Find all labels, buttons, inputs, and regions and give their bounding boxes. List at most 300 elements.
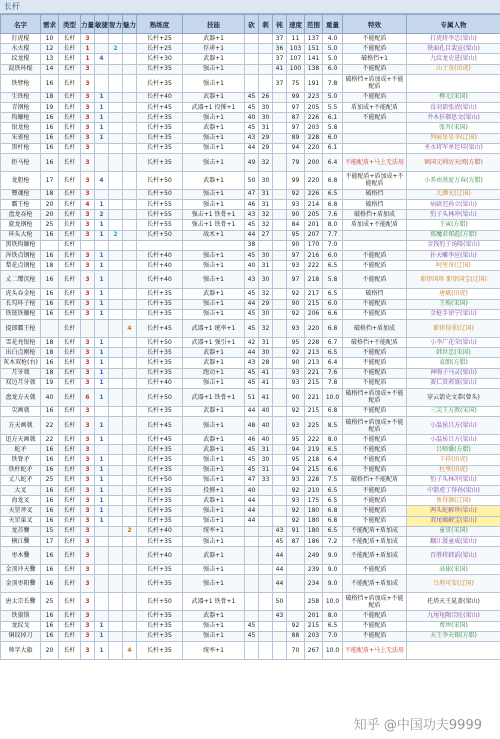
- row-agility: 1: [95, 368, 109, 378]
- row-name: 纹龙棍: [1, 54, 41, 64]
- row-power: 3: [81, 516, 95, 526]
- row-req: 16: [41, 251, 59, 261]
- row-agility: 1: [95, 378, 109, 388]
- row-effect: 不能配盾: [343, 486, 407, 496]
- row-weight: 8.5: [323, 417, 343, 435]
- row-cut: 45: [245, 368, 259, 378]
- row-skill: 强击+1 铁骨+1: [183, 220, 245, 230]
- row-cut: 45: [245, 631, 259, 641]
- row-blunt: [273, 102, 287, 112]
- row-power: 3: [81, 565, 95, 575]
- row-proficiency: 长杆+50: [137, 593, 183, 611]
- row-range: 137: [305, 34, 323, 44]
- row-name: 天罡斧叉: [1, 506, 41, 516]
- row-exclusive: 九尾龟陶宗旺(梁山): [407, 611, 500, 621]
- row-thrust: [259, 506, 273, 516]
- row-speed: 95: [287, 455, 305, 465]
- row-cut: 45: [245, 455, 259, 465]
- row-charm: [123, 299, 137, 309]
- row-exclusive: 镇国元帅厉天闰(方腊): [407, 153, 500, 171]
- row-cut: 45: [245, 251, 259, 261]
- row-proficiency: 长杆+35: [137, 309, 183, 319]
- row-weight: 6.0: [323, 251, 343, 261]
- row-req: 16: [41, 123, 59, 133]
- table-row: [1, 271, 500, 289]
- row-req: 18: [41, 348, 59, 358]
- row-range: 228: [305, 337, 323, 347]
- row-type: 长杆: [59, 44, 81, 54]
- row-agility: 1: [95, 358, 109, 368]
- row-name: 青钢枪: [1, 102, 41, 112]
- row-power: 3: [81, 378, 95, 388]
- row-cut: 44: [245, 506, 259, 516]
- row-skill: 俘虏+1: [183, 44, 245, 54]
- row-cut: [245, 44, 259, 54]
- row-charm: [123, 289, 137, 299]
- row-blunt: 43: [273, 526, 287, 536]
- row-intel: [109, 455, 123, 465]
- row-charm: 2: [123, 526, 137, 536]
- row-type: 长杆: [59, 496, 81, 506]
- row-charm: [123, 143, 137, 153]
- row-weight: 10.0: [323, 641, 343, 659]
- row-cut: 38: [245, 240, 259, 250]
- row-req: 22: [41, 417, 59, 435]
- row-type: 长杆: [59, 486, 81, 496]
- table-body: [1, 34, 500, 660]
- row-range: 191: [305, 74, 323, 92]
- row-blunt: [273, 210, 287, 220]
- row-speed: 93: [287, 378, 305, 388]
- row-blunt: [273, 123, 287, 133]
- row-agility: 1: [95, 621, 109, 631]
- row-exclusive: 打虎将李忠(梁山): [407, 34, 500, 44]
- row-type: 长杆: [59, 240, 81, 250]
- row-req: 16: [41, 547, 59, 565]
- row-type: 长杆: [59, 465, 81, 475]
- row-name: 龙纹戈: [1, 621, 41, 631]
- row-power: 3: [81, 34, 95, 44]
- row-cut: 45: [245, 319, 259, 337]
- row-charm: [123, 358, 137, 368]
- row-blunt: [273, 220, 287, 230]
- row-req: 16: [41, 575, 59, 593]
- row-weight: 8.0: [323, 435, 343, 445]
- row-effect: 不能配盾: [343, 435, 407, 445]
- row-req: 16: [41, 74, 59, 92]
- row-intel: [109, 465, 123, 475]
- row-speed: 100: [287, 64, 305, 74]
- row-range: 226: [305, 113, 323, 123]
- row-power: 3: [81, 210, 95, 220]
- row-type: 长杆: [59, 220, 81, 230]
- row-power: 3: [81, 102, 95, 112]
- row-name: 雪花亮银枪: [1, 337, 41, 347]
- row-weight: 9.0: [323, 547, 343, 565]
- row-cut: 42: [245, 337, 259, 347]
- row-agility: 1: [95, 337, 109, 347]
- row-agility: 1: [95, 251, 109, 261]
- row-charm: [123, 54, 137, 64]
- row-blunt: [273, 92, 287, 102]
- row-agility: 1: [95, 388, 109, 406]
- row-req: 16: [41, 506, 59, 516]
- row-intel: [109, 337, 123, 347]
- row-speed: 88: [287, 631, 305, 641]
- row-name: 月牙戟: [1, 368, 41, 378]
- row-intel: [109, 406, 123, 416]
- row-power: [81, 319, 95, 337]
- row-blunt: [273, 486, 287, 496]
- row-weight: 5.5: [323, 102, 343, 112]
- row-cut: 45: [245, 289, 259, 299]
- row-req: 20: [41, 200, 59, 210]
- row-thrust: [259, 621, 273, 631]
- row-power: 3: [81, 547, 95, 565]
- row-range: 205: [305, 102, 323, 112]
- row-exclusive: 小李广花荣(梁山): [407, 337, 500, 347]
- row-proficiency: 长杆+35: [137, 406, 183, 416]
- row-agility: [95, 319, 109, 337]
- row-agility: 1: [95, 486, 109, 496]
- row-exclusive: 小养由基庞万春(方腊): [407, 171, 500, 189]
- row-power: 3: [81, 123, 95, 133]
- row-power: 3: [81, 445, 95, 455]
- row-skill: 强击+1: [183, 143, 245, 153]
- row-cut: 45: [245, 92, 259, 102]
- row-effect: 不能配盾+马上无法用: [343, 641, 407, 659]
- row-range: 223: [305, 92, 323, 102]
- row-intel: 2: [109, 230, 123, 240]
- row-range: 222: [305, 435, 323, 445]
- row-weight: 9.0: [323, 565, 343, 575]
- row-power: 3: [81, 455, 95, 465]
- table-row: [1, 465, 500, 475]
- row-agility: 1: [95, 641, 109, 659]
- row-name: 梨花点钢枪: [1, 261, 41, 271]
- row-skill: 统率+1: [183, 526, 245, 536]
- row-speed: 93: [287, 368, 305, 378]
- row-blunt: [273, 516, 287, 526]
- row-agility: 1: [95, 435, 109, 445]
- row-weight: 7.6: [323, 368, 343, 378]
- row-exclusive: 乌利可安(辽国): [407, 575, 500, 593]
- row-exclusive: 铁面孔目裴宣(梁山): [407, 44, 500, 54]
- row-weight: 9.0: [323, 575, 343, 593]
- row-skill: 强击+1: [183, 417, 245, 435]
- row-skill: 武器+1 铁骨+1: [183, 593, 245, 611]
- row-req: 19: [41, 102, 59, 112]
- row-weight: 6.0: [323, 133, 343, 143]
- row-proficiency: 长杆+35: [137, 74, 183, 92]
- row-agility: 4: [95, 171, 109, 189]
- row-intel: [109, 526, 123, 536]
- row-weight: 6.4: [323, 455, 343, 465]
- row-speed: 91: [287, 526, 305, 536]
- row-charm: [123, 64, 137, 74]
- row-exclusive: 圣水将军单廷珪(梁山): [407, 143, 500, 153]
- row-power: 1: [81, 44, 95, 54]
- row-speed: 97: [287, 102, 305, 112]
- row-type: 长杆: [59, 455, 81, 465]
- row-range: 151: [305, 44, 323, 54]
- row-effect: 不能配盾: [343, 34, 407, 44]
- row-type: 长杆: [59, 251, 81, 261]
- row-charm: [123, 133, 137, 143]
- row-charm: [123, 611, 137, 621]
- row-type: 长杆: [59, 445, 81, 455]
- row-req: [41, 240, 59, 250]
- table-row: [1, 289, 500, 299]
- row-exclusive: 袁朗(方腊): [407, 358, 500, 368]
- row-proficiency: 长杆+35: [137, 143, 183, 153]
- row-req: 16: [41, 143, 59, 153]
- row-intel: [109, 289, 123, 299]
- row-blunt: [273, 378, 287, 388]
- row-charm: [123, 547, 137, 565]
- row-type: 长杆: [59, 133, 81, 143]
- row-type: 长杆: [59, 547, 81, 565]
- row-intel: [109, 631, 123, 641]
- row-req: 10: [41, 34, 59, 44]
- row-skill: 强击+1: [183, 200, 245, 210]
- row-speed: 97: [287, 271, 305, 289]
- row-thrust: 41: [259, 368, 273, 378]
- row-type: 长杆: [59, 189, 81, 199]
- row-charm: [123, 337, 137, 347]
- row-blunt: [273, 189, 287, 199]
- col-type: 类型: [59, 15, 81, 34]
- row-charm: [123, 251, 137, 261]
- row-charm: [123, 240, 137, 250]
- col-thrust: 刺: [259, 15, 273, 34]
- row-skill: 强击+1: [183, 506, 245, 516]
- row-agility: 1: [95, 123, 109, 133]
- row-speed: 93: [287, 417, 305, 435]
- row-thrust: 40: [259, 417, 273, 435]
- row-range: 201: [305, 611, 323, 621]
- row-cut: 43: [245, 271, 259, 289]
- row-effect: 破格挡+盾加成: [343, 210, 407, 220]
- table-row: [1, 406, 500, 416]
- row-range: 267: [305, 641, 323, 659]
- row-weight: 7.0: [323, 631, 343, 641]
- row-thrust: 30: [259, 113, 273, 123]
- row-speed: 107: [287, 54, 305, 64]
- row-proficiency: 长杆+55: [137, 210, 183, 220]
- row-intel: [109, 102, 123, 112]
- row-req: 16: [41, 299, 59, 309]
- row-agility: 1: [95, 299, 109, 309]
- row-charm: [123, 506, 137, 516]
- row-charm: [123, 102, 137, 112]
- row-req: 14: [41, 64, 59, 74]
- row-charm: [123, 261, 137, 271]
- row-type: 长杆: [59, 631, 81, 641]
- row-proficiency: 长杆+35: [137, 486, 183, 496]
- row-cut: 50: [245, 171, 259, 189]
- table-row: [1, 455, 500, 465]
- row-skill: 武器+1: [183, 171, 245, 189]
- sheet-title: 长杆: [0, 0, 500, 14]
- col-speed: 速度: [287, 15, 305, 34]
- row-effect: 不能配盾: [343, 44, 407, 54]
- row-cut: 44: [245, 299, 259, 309]
- row-cut: [245, 74, 259, 92]
- row-skill: 武器+1: [183, 348, 245, 358]
- row-effect: 破格挡: [343, 200, 407, 210]
- row-agility: 1: [95, 102, 109, 112]
- row-speed: 94: [287, 143, 305, 153]
- row-name: 灰木双枪(右): [1, 358, 41, 368]
- row-thrust: 32: [259, 220, 273, 230]
- row-req: 16: [41, 406, 59, 416]
- row-effect: 不能配盾+马上无法用: [343, 153, 407, 171]
- row-intel: [109, 123, 123, 133]
- row-name: 丈二缨沉枪: [1, 271, 41, 289]
- row-weight: 6.8: [323, 171, 343, 189]
- row-thrust: 30: [259, 102, 273, 112]
- row-intel: [109, 388, 123, 406]
- row-weight: 7.5: [323, 475, 343, 485]
- row-effect: 破格挡+盾加成+不能配盾: [343, 417, 407, 435]
- row-proficiency: 长杆+35: [137, 123, 183, 133]
- row-intel: [109, 113, 123, 123]
- row-name: 豐魂枪: [1, 189, 41, 199]
- row-charm: [123, 220, 137, 230]
- row-effect: 破格挡+盾加成+不能配盾: [343, 593, 407, 611]
- row-power: 3: [81, 230, 95, 240]
- row-exclusive: 翻江蜃童威(梁山): [407, 536, 500, 546]
- row-power: 3: [81, 113, 95, 123]
- table-row: [1, 417, 500, 435]
- row-weight: 7.6: [323, 210, 343, 220]
- row-proficiency: 长杆+35: [137, 299, 183, 309]
- table-row: [1, 133, 500, 143]
- row-blunt: [273, 261, 287, 271]
- row-name: 龙胆枪: [1, 171, 41, 189]
- row-cut: 43: [245, 210, 259, 220]
- row-agility: [95, 143, 109, 153]
- row-name: 提郎霸王枪: [1, 319, 41, 337]
- row-speed: 93: [287, 496, 305, 506]
- row-skill: 强击+1: [183, 621, 245, 631]
- row-type: 长杆: [59, 621, 81, 631]
- row-weight: 5.8: [323, 271, 343, 289]
- row-weight: 6.5: [323, 526, 343, 536]
- table-row: [1, 261, 500, 271]
- row-name: 铁狼锁: [1, 611, 41, 621]
- row-thrust: [259, 34, 273, 44]
- row-req: 16: [41, 611, 59, 621]
- row-proficiency: 长杆+35: [137, 496, 183, 506]
- row-skill: 强击+1: [183, 475, 245, 485]
- row-agility: [95, 34, 109, 44]
- row-agility: [95, 64, 109, 74]
- row-exclusive: 卞祥(田虎): [407, 455, 500, 465]
- row-type: 长杆: [59, 565, 81, 575]
- row-power: 3: [81, 621, 95, 631]
- row-power: 1: [81, 54, 95, 64]
- row-intel: [109, 133, 123, 143]
- row-effect: 不能配盾: [343, 299, 407, 309]
- col-agility: 敏捷: [95, 15, 109, 34]
- row-blunt: [273, 299, 287, 309]
- table-row: [1, 445, 500, 455]
- row-effect: 破格挡: [343, 189, 407, 199]
- row-agility: [95, 44, 109, 54]
- row-speed: 92: [287, 486, 305, 496]
- row-charm: [123, 378, 137, 388]
- row-proficiency: 长杆+50: [137, 230, 183, 240]
- row-agility: 1: [95, 92, 109, 102]
- row-speed: 99: [287, 171, 305, 189]
- row-skill: 强击+1: [183, 64, 245, 74]
- table-row: [1, 143, 500, 153]
- row-intel: [109, 189, 123, 199]
- row-blunt: [273, 435, 287, 445]
- row-type: 长杆: [59, 406, 81, 416]
- row-effect: 不能配盾+盾加成: [343, 547, 407, 565]
- row-power: 3: [81, 417, 95, 435]
- row-speed: 92: [287, 289, 305, 299]
- row-type: 长杆: [59, 475, 81, 485]
- row-proficiency: 长杆+35: [137, 621, 183, 631]
- row-range: 221: [305, 388, 323, 406]
- row-exclusive: 扑天雕李应(梁山): [407, 251, 500, 261]
- row-charm: [123, 486, 137, 496]
- row-cut: [245, 526, 259, 536]
- row-exclusive: 金钱豹子汤隆(梁山): [407, 240, 500, 250]
- row-speed: 89: [287, 133, 305, 143]
- row-power: 3: [81, 337, 95, 347]
- row-blunt: 43: [273, 611, 287, 621]
- row-exclusive: 中箭虎丁得孙(梁山): [407, 486, 500, 496]
- row-speed: 97: [287, 251, 305, 261]
- table-row: [1, 516, 500, 526]
- row-skill: 武器+1 投掷+1: [183, 102, 245, 112]
- row-effect: 不能配盾: [343, 565, 407, 575]
- table-row: [1, 251, 500, 261]
- row-charm: [123, 171, 137, 189]
- table-row: [1, 240, 500, 250]
- row-charm: [123, 34, 137, 44]
- row-effect: 不能配盾: [343, 261, 407, 271]
- table-row: [1, 388, 500, 406]
- row-weight: 6.8: [323, 319, 343, 337]
- row-weight: 8.0: [323, 611, 343, 621]
- row-exclusive: 双尾蝎解宝(梁山): [407, 516, 500, 526]
- row-thrust: 27: [259, 230, 273, 240]
- row-name: 黑杆枪: [1, 143, 41, 153]
- row-power: 3: [81, 496, 95, 506]
- row-skill: 强击+1: [183, 261, 245, 271]
- row-blunt: 44: [273, 547, 287, 565]
- row-speed: 92: [287, 348, 305, 358]
- row-req: 18: [41, 92, 59, 102]
- row-weight: 7.8: [323, 378, 343, 388]
- row-exclusive: 吕师囊(方腊): [407, 445, 500, 455]
- row-thrust: [259, 44, 273, 54]
- row-req: 16: [41, 631, 59, 641]
- row-cut: [245, 64, 259, 74]
- row-exclusive: 小温侯吕方(梁山): [407, 417, 500, 435]
- row-intel: [109, 565, 123, 575]
- row-intel: [109, 74, 123, 92]
- row-range: 218: [305, 271, 323, 289]
- row-thrust: 31: [259, 189, 273, 199]
- row-req: 16: [41, 153, 59, 171]
